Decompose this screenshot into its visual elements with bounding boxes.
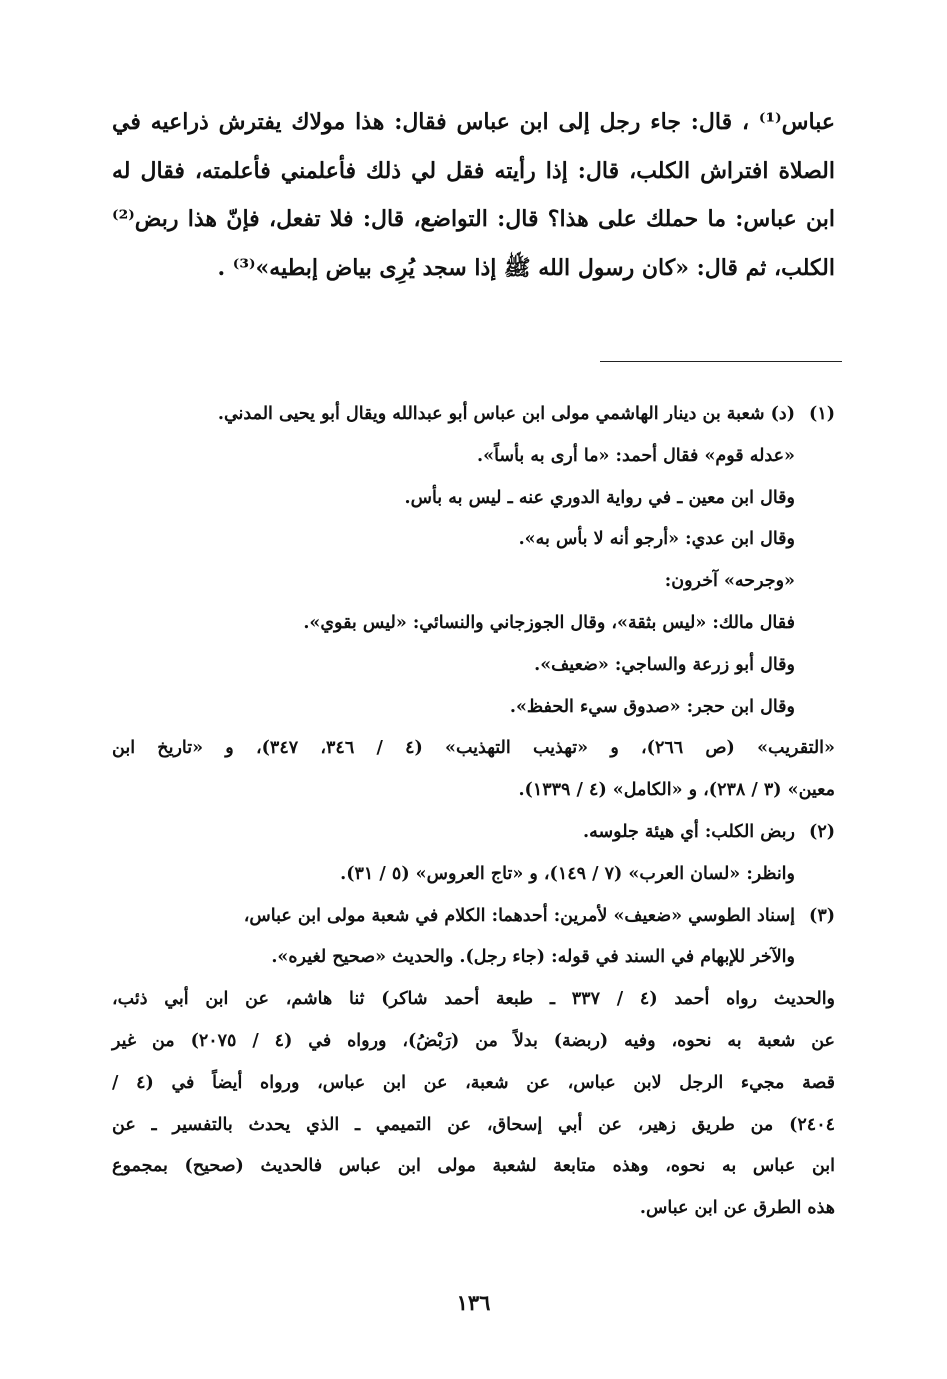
- footnote-line: وقال ابن حجر: «صدوق سيء الحفظ».: [509, 696, 795, 717]
- footnote-3: [112, 896, 835, 1230]
- footnote-line: وقال ابن عدي: «أرجو أنه لا بأس به».: [518, 529, 795, 550]
- footnote-1: [112, 394, 835, 812]
- footnote-line: وقال ابن معين ـ في رواية الدوري عنه ـ ليس به بأس.: [404, 487, 795, 508]
- footnote-number: (٢): [809, 821, 835, 842]
- footnote-line: هذه الطرق عن ابن عباس.: [639, 1198, 835, 1219]
- footnote-line: «التقريب» (ص ٢٦٦)، و «تهذيب التهذيب» (٤ / ٣٤٦، ٣٤٧)، و «تاريخ ابن: [112, 738, 835, 759]
- footnotes-block: [112, 394, 835, 1230]
- footnote-line: وانظر: «لسان العرب» (٧ / ١٤٩)، و «تاج العروس» (٥ / ٣١).: [340, 863, 795, 884]
- footnote-2: [112, 812, 835, 896]
- footnote-line: «عدله قوم» فقال أحمد: «ما أرى به بأساً».: [477, 445, 795, 466]
- page-number: ١٣٦: [456, 1290, 491, 1315]
- footnote-line: ربض الكلب: أي هيئة جلوسه.: [583, 821, 795, 842]
- footnote-line: فقال مالك: «ليس بثقة»، وقال الجوزجاني والنسائي: «ليس بقوي».: [303, 612, 795, 633]
- footnote-body: [112, 896, 836, 1230]
- footnote-separator: [600, 361, 842, 362]
- footnote-line: والحديث رواه أحمد (٤ / ٣٣٧ ـ طبعة أحمد شاكر) ثنا هاشم، عن ابن أبي ذئب،: [112, 989, 836, 1010]
- footnote-line: ٢٤٠٤) من طريق زهير، عن أبي إسحاق، عن التميمي ـ الذي يحدث بالتفسير ـ عن: [112, 1114, 835, 1135]
- footnote-line: معين» (٣ / ٢٣٨)، و «الكامل» (٤ / ١٣٣٩).: [518, 780, 835, 801]
- footnote-line: ابن عباس به نحوه، وهذه متابعة لشعبة مولى ابن عباس فالحديث (صحيح) بمجموع: [112, 1156, 835, 1177]
- footnote-body: [112, 812, 795, 896]
- footnote-line: «وجرحه» آخرون:: [664, 571, 795, 592]
- footnote-number: (٣): [809, 905, 835, 926]
- footnote-line: وقال أبو زرعة والساجي: «ضعيف».: [534, 654, 795, 675]
- footnote-line: (د) شعبة بن دينار الهاشمي مولى ابن عباس أبو عبدالله ويقال أبو يحيى المدني.: [217, 404, 795, 424]
- footnote-line: عن شعبة به نحوه، وفيه (ربضة) بدلاً من (رَبْضُ)، ورواه في (٤ / ٢٠٧٥) من غير: [112, 1030, 835, 1051]
- footnote-body: [112, 394, 835, 812]
- footnote-line: قصة مجيء الرجل لابن عباس، عن شعبة، عن ابن عباس، ورواه أيضاً في (٤ /: [112, 1072, 835, 1093]
- main-paragraph: عباس⁽¹⁾ ، قال: جاء رجل إلى ابن عباس فقال: هذا مولاك يفترش ذراعيه في الصلاة افتراش الكلب، قال: إذا رأيته فقل لي ذلك فأعلمني فأعلمته، فقال له ابن عباس: ما حملك على هذا؟ قال: التواضع، قال: فلا تفعل، فإنّ هذا ربض⁽²⁾ الكلب، ثم قال: «كان رسول الله ﷺ إذا سجد يُرِى بياض إبطيه»⁽³⁾ .: [112, 109, 835, 281]
- main-text-block: [112, 98, 835, 292]
- footnote-line: إسناد الطوسي «ضعيف» لأمرين: أحدهما: الكلام في شعبة مولى ابن عباس،: [243, 905, 795, 926]
- footnote-line: والآخر للإبهام في السند في قوله: (جاء رجل). والحديث «صحيح لغيره».: [271, 947, 795, 968]
- footnote-number: (١): [809, 404, 835, 424]
